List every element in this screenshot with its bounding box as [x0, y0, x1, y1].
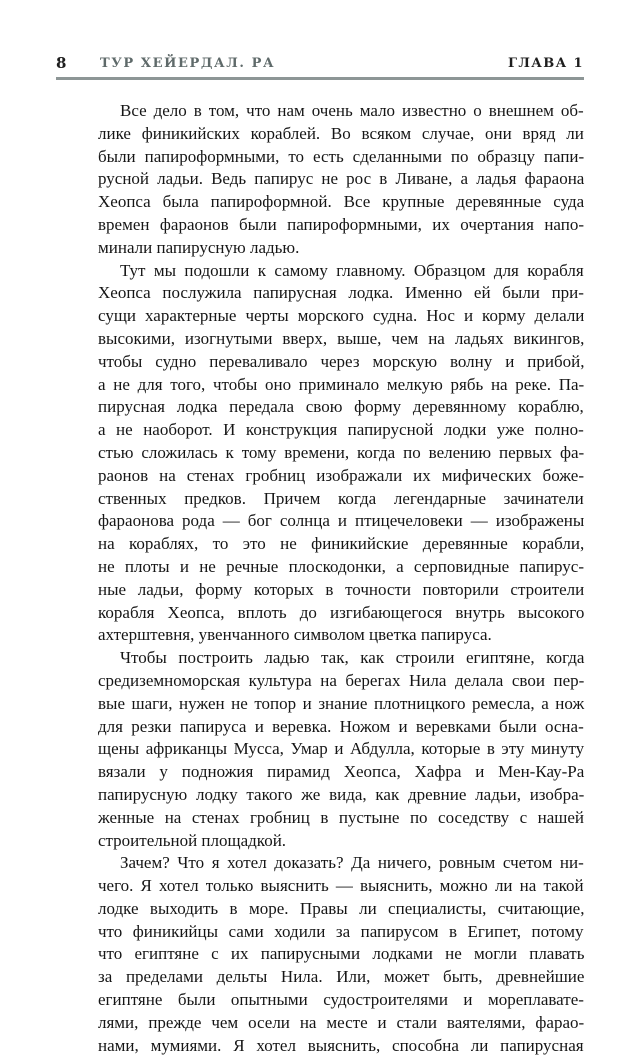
- text-line: что финикийцы сами ходили за папирусом в Египет, потому: [98, 921, 584, 941]
- text-line: Все дело в том, что нам очень мало известно о внешнем об-: [120, 101, 584, 120]
- text-line: папирусную лодку такого же вида, как древние ладьи, изобра-: [98, 784, 585, 804]
- paragraph-3: [98, 647, 584, 852]
- text-line: фараонова рода — бог солнца и птицечеловеки — изображены: [98, 511, 585, 531]
- text-line: нами, мумиями. Я хотел выяснить, способна ли папирусная: [98, 1035, 584, 1055]
- text-line: Хеопса послужила папирусная лодка. Именно ей были при-: [98, 283, 584, 303]
- text-line: Чтобы построить ладью так, как строили египтяне, когда: [120, 648, 585, 668]
- text-line: для резки папируса и веревка. Ножом и веревками были осна-: [98, 716, 584, 736]
- paragraph-4: [98, 852, 584, 1057]
- text-line: лодке выходить в море. Правы ли специалисты, считающие,: [98, 898, 585, 918]
- text-line: корабля Хеопса, вплоть до изгибающегося внутрь высокого: [98, 602, 585, 622]
- text-line: русной ладьи. Ведь папирус не рос в Ливане, а ладья фараона: [98, 169, 585, 189]
- text-line: Тут мы подошли к самому главному. Образцом для корабля: [120, 260, 584, 280]
- text-line: вые шаги, нужен не топор и знание плотницкого ремесла, а нож: [98, 693, 585, 713]
- running-head: [56, 54, 584, 80]
- text-line: Хеопса была папироформной. Все крупные деревянные суда: [98, 192, 585, 212]
- text-line: египтяне были опытными судостроителями и мореплавате-: [98, 990, 584, 1010]
- text-line: сущи характерные черты морского судна. Нос и корму делали: [98, 306, 585, 326]
- text-line: ахтерштевня, увенчанного символом цветка папируса.: [98, 625, 492, 645]
- body-text: [98, 100, 584, 1057]
- chapter-label: ГЛАВА 1: [507, 56, 584, 71]
- text-line: лике финикийских кораблей. Во всяком случае, они вряд ли: [98, 123, 584, 143]
- text-line: что египтяне с их папирусными лодками не могли плавать: [98, 944, 585, 964]
- text-line: высокими, изогнутыми вверх, выше, чем на ладьях викингов,: [98, 328, 585, 348]
- paragraph-2: [98, 260, 584, 648]
- text-line: раонов на стенах гробниц изображали их мифических боже-: [98, 465, 585, 485]
- paragraph-1: [98, 100, 584, 260]
- text-line: минали папирусную ладью.: [98, 237, 300, 257]
- text-line: вязали у подножия пирамид Хеопса, Хафра и Мен-Кау-Ра: [98, 762, 585, 782]
- text-line: строительной площадкой.: [98, 830, 287, 850]
- text-line: средиземноморская культура на берегах Нила делала свои пер-: [98, 670, 585, 690]
- page-number: 8: [56, 54, 67, 72]
- text-line: пирусная лодка передала свою форму деревянному кораблю,: [98, 397, 584, 417]
- text-line: а не для того, чтобы оно приминало мелкую рябь на реке. Па-: [98, 374, 585, 394]
- header-rule: [56, 77, 584, 80]
- text-line: были папироформными, то есть сделанными по образцу папи-: [98, 146, 585, 166]
- text-line: чего. Я хотел только выяснить — выяснить, можно ли на такой: [98, 876, 584, 896]
- text-line: лями, прежде чем осели на месте и стали ваятелями, фарао-: [98, 1012, 585, 1032]
- text-line: за пределами дельты Нила. Или, может быть, древнейшие: [98, 967, 585, 987]
- text-line: щены африканцы Мусса, Умар и Абдулла, которые в эту минуту: [98, 739, 585, 759]
- text-line: чтобы судно переваливало через морскую волну и прибой,: [98, 351, 585, 371]
- text-line: Зачем? Что я хотел доказать? Да ничего, ровным счетом ни-: [120, 853, 584, 873]
- text-line: не плоты и не речные плоскодонки, а серповидные папирус-: [98, 556, 585, 576]
- text-line: на кораблях, то это не финикийские деревянные корабли,: [98, 534, 585, 554]
- text-line: ственных предков. Причем когда легендарные зачинатели: [98, 488, 584, 508]
- text-line: женные на стенах гробниц в пустыне по соседству с нашей: [98, 807, 584, 827]
- text-line: времен фараонов были папироформными, их очертания напо-: [98, 214, 585, 234]
- book-title: ТУР ХЕЙЕРДАЛ. РА: [100, 56, 276, 71]
- text-line: ные ладьи, форму которых в точности повторили строители: [98, 579, 585, 599]
- text-line: а не наоборот. И конструкция папирусной лодки уже полно-: [98, 420, 584, 440]
- text-line: стью сложилась к тому времени, когда по велению первых фа-: [98, 442, 585, 462]
